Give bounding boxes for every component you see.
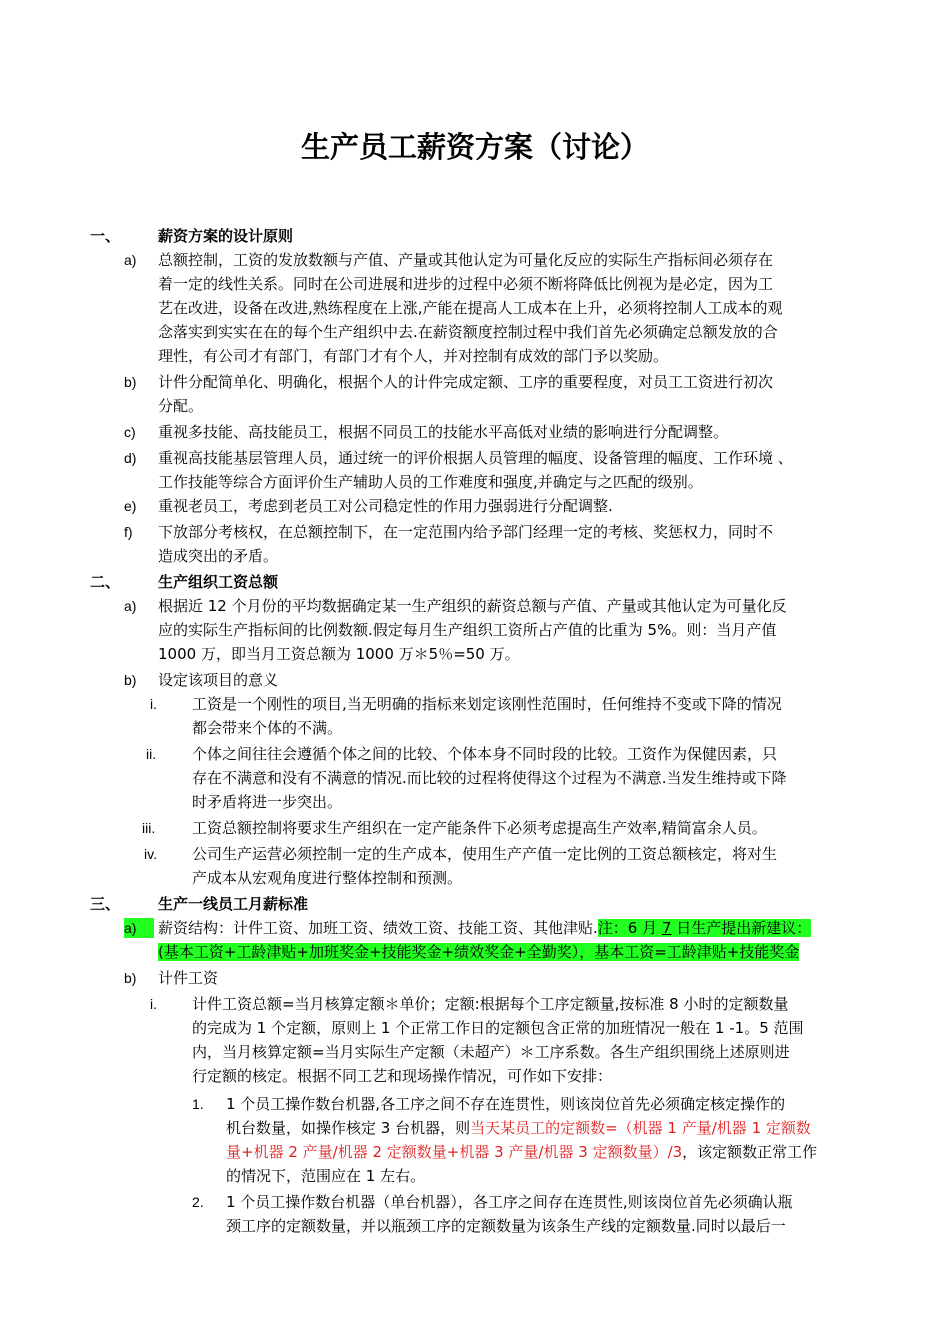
section-number: 一、 bbox=[90, 227, 121, 245]
paragraph-line: 下放部分考核权，在总额控制下，在一定范围内给予部门经理一定的考核、奖惩权力，同时不 bbox=[158, 523, 774, 541]
paragraph-line: 应的实际生产指标间的比例数额.假定每月生产组织工资所占产值的比重为 5%。则：当月产值 bbox=[158, 621, 777, 639]
paragraph-line: 1 个员工操作数台机器,各工序之间不存在连贯性，则该岗位首先必须确定核定操作的 bbox=[226, 1095, 786, 1113]
paragraph-line: 重视老员工，考虑到老员工对公司稳定性的作用力强弱进行分配调整. bbox=[158, 497, 613, 515]
paragraph-line: 设定该项目的意义 bbox=[158, 671, 279, 689]
paragraph-line bbox=[158, 918, 811, 938]
paragraph-line: 念落实到实实在在的每个生产组织中去.在薪资额度控制过程中我们首先必须确定总额发放的合 bbox=[158, 323, 778, 341]
list-marker: i. bbox=[150, 696, 157, 712]
paragraph-line bbox=[226, 1142, 817, 1162]
list-marker: f) bbox=[124, 524, 133, 540]
paragraph-line: 公司生产运营必须控制一定的生产成本，使用生产产值一定比例的工资总额核定，将对生 bbox=[192, 845, 778, 863]
list-marker: 2. bbox=[192, 1194, 204, 1210]
paragraph-line bbox=[226, 1118, 811, 1138]
list-marker: a) bbox=[124, 598, 137, 614]
paragraph-line: 颈工序的定额数量，并以瓶颈工序的定额数量为该条生产线的定额数量.同时以最后一 bbox=[226, 1217, 786, 1235]
paragraph-line: 都会带来个体的不满。 bbox=[192, 719, 343, 737]
list-marker: i. bbox=[150, 996, 157, 1012]
paragraph-line: 行定额的核定。根据不同工艺和现场操作情况，可作如下安排： bbox=[192, 1067, 613, 1085]
list-marker: a) bbox=[124, 918, 154, 938]
paragraph-line: 时矛盾将进一步突出。 bbox=[192, 793, 343, 811]
list-marker: ii. bbox=[146, 746, 157, 762]
text-run: 注：6 月 bbox=[597, 919, 662, 937]
list-marker: c) bbox=[124, 424, 136, 440]
section-title: 生产一线员工月薪标准 bbox=[158, 895, 309, 913]
text-run: ，该定额数正常工作 bbox=[682, 1143, 818, 1161]
paragraph-line: 艺在改进，设备在改进,熟练程度在上涨,产能在提高人工成本在上升，必须将控制人工成本的观 bbox=[158, 299, 783, 317]
section-number: 三、 bbox=[90, 895, 121, 913]
underlined-text: 7 bbox=[661, 919, 672, 937]
paragraph-line: 计件分配简单化、明确化，根据个人的计件完成定额、工序的重要程度，对员工工资进行初次 bbox=[158, 373, 774, 391]
paragraph-line: 的情况下，范围应在 1 左右。 bbox=[226, 1167, 426, 1185]
section-number: 二、 bbox=[90, 573, 121, 591]
paragraph-line: 工作技能等综合方面评价生产辅助人员的工作难度和强度,并确定与之匹配的级别。 bbox=[158, 473, 703, 491]
paragraph-line: 着一定的线性关系。同时在公司进展和进步的过程中必须不断将降低比例视为是必定，因为工 bbox=[158, 275, 774, 293]
paragraph-line: 的完成为 1 个定额，原则上 1 个正常工作日的定额包含正常的加班情况一般在 1 -1。5 范围 bbox=[192, 1019, 804, 1037]
paragraph-line: 计件工资 bbox=[158, 969, 219, 987]
paragraph-line: 工资是一个刚性的项目,当无明确的指标来划定该刚性范围时，任何维持不变或下降的情况 bbox=[192, 695, 782, 713]
paragraph-line: 总额控制，工资的发放数额与产值、产量或其他认定为可量化反应的实际生产指标间必须存在 bbox=[158, 251, 774, 269]
list-marker: b) bbox=[124, 374, 137, 390]
paragraph-line: 产成本从宏观角度进行整体控制和预测。 bbox=[192, 869, 463, 887]
list-marker: 1. bbox=[192, 1096, 204, 1112]
text-run: 薪资结构：计件工资、加班工资、绩效工资、技能工资、其他津贴. bbox=[158, 919, 598, 937]
paragraph-line bbox=[158, 942, 799, 962]
paragraph-line: 根据近 12 个月份的平均数据确定某一生产组织的薪资总额与产值、产量或其他认定为可量化反 bbox=[158, 597, 787, 615]
paragraph-line: 1000 万，即当月工资总额为 1000 万＊5％=50 万。 bbox=[158, 645, 520, 663]
paragraph-line: 造成突出的矛盾。 bbox=[158, 547, 279, 565]
paragraph-line: 分配。 bbox=[158, 397, 204, 415]
highlighted-note bbox=[598, 919, 811, 937]
red-formula-text: 量+机器 2 产量/机器 2 定额数量+机器 3 产量/机器 3 定额数量）/3 bbox=[226, 1143, 683, 1161]
list-marker: d) bbox=[124, 450, 137, 466]
paragraph-line: 存在不满意和没有不满意的情况.而比较的过程将使得这个过程为不满意.当发生维持或下降 bbox=[192, 769, 787, 787]
section-title: 生产组织工资总额 bbox=[158, 573, 279, 591]
list-marker: iii. bbox=[142, 820, 156, 836]
list-marker: a) bbox=[124, 252, 137, 268]
paragraph-line: 内，当月核算定额=当月实际生产定额（未超产）＊工序系数。各生产组织围绕上述原则进 bbox=[192, 1043, 790, 1061]
paragraph-line: 计件工资总额=当月核算定额＊单价；定额:根据每个工序定额量,按标准 8 小时的定额数量 bbox=[192, 995, 789, 1013]
text-run: 日生产提出新建议： bbox=[671, 919, 812, 937]
section-title: 薪资方案的设计原则 bbox=[158, 227, 294, 245]
list-marker: b) bbox=[124, 970, 137, 986]
paragraph-line: 重视高技能基层管理人员，通过统一的评价根据人员管理的幅度、设备管理的幅度、工作环境 、 bbox=[158, 449, 793, 467]
list-marker: e) bbox=[124, 498, 137, 514]
paragraph-line: 工资总额控制将要求生产组织在一定产能条件下必须考虑提高生产效率,精简富余人员。 bbox=[192, 819, 767, 837]
paragraph-line: 理性，有公司才有部门，有部门才有个人，并对控制有成效的部门予以奖励。 bbox=[158, 347, 669, 365]
highlighted-note: (基本工资+工龄津贴+加班奖金+技能奖金+绩效奖金+全勤奖），基本工资=工龄津贴+技能奖金 bbox=[158, 943, 800, 961]
paragraph-line: 个体之间往往会遵循个体之间的比较、个体本身不同时段的比较。工资作为保健因素，只 bbox=[192, 745, 778, 763]
paragraph-line: 1 个员工操作数台机器（单台机器），各工序之间存在连贯性,则该岗位首先必须确认瓶 bbox=[226, 1193, 793, 1211]
list-marker: b) bbox=[124, 672, 137, 688]
red-formula-text: 当天某员工的定额数=（机器 1 产量/机器 1 定额数 bbox=[470, 1119, 811, 1137]
list-marker: iv. bbox=[144, 846, 157, 862]
document-title: 生产员工薪资方案（讨论） bbox=[300, 130, 649, 164]
text-run: 机台数量，如操作核定 3 台机器，则 bbox=[226, 1119, 471, 1137]
paragraph-line: 重视多技能、高技能员工，根据不同员工的技能水平高低对业绩的影响进行分配调整。 bbox=[158, 423, 729, 441]
